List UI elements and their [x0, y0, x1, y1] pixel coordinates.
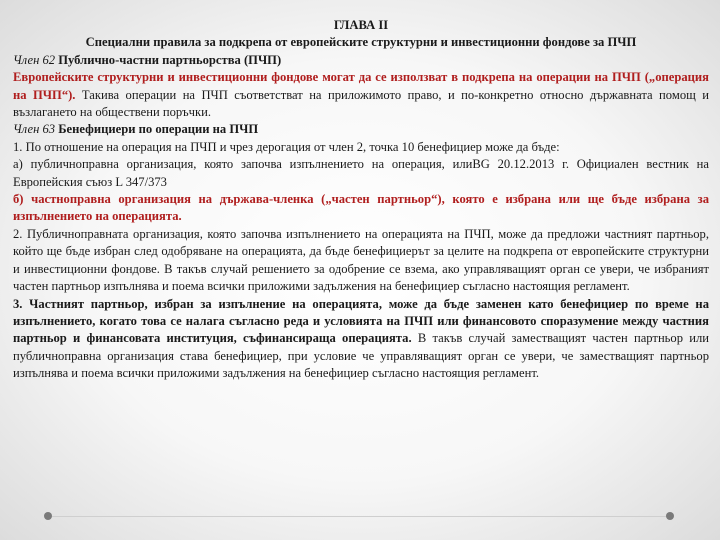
point-3-bold: 3. Частният партньор, избран за изпълнение на операцията, може да бъде заменен като бенефициер по време на изпълнението, когато това се налага съгласно реда и условията на ПЧП или финансовото споразумение между частния партньор и финансовата институция, съфинансираща операцията.	[13, 296, 709, 346]
slide-decoration-dot-left	[44, 512, 52, 520]
slide-footer-line	[52, 516, 670, 517]
slide-decoration-dot-right	[666, 512, 674, 520]
article-63-point-1: 1. По отношение на операция на ПЧП и чрез дерогация от член 2, точка 10 бенефициер може да бъде:	[13, 139, 560, 154]
article-62-label: Член 62	[13, 52, 56, 67]
article-63-title: Бенефициери по операции на ПЧП	[58, 122, 259, 137]
document-body	[13, 17, 709, 383]
chapter-heading: ГЛАВА II	[333, 18, 389, 32]
article-63-label: Член 63	[13, 122, 56, 137]
point-a-text: а) публичноправна организация, която започва изпълнението на операция, или	[13, 157, 473, 172]
article-62-title: Публично-частни партньорства (ПЧП)	[58, 52, 282, 67]
article-62-text: Такива операции на ПЧП съответстват на приложимото право, и по-конкретно относно държавната помощ и възлагането на обществени поръчки.	[13, 87, 709, 120]
article-63-point-b: б) частноправна организация на държава-членка („частен партньор“), която е избрана или ще бъде избрана за изпълнението на операцията.	[13, 192, 709, 224]
official-journal-reference: BG 20.12.2013 г. Официален вестник на Европейския съюз L 347/373	[13, 157, 709, 189]
article-63-point-2: 2. Публичноправната организация, която започва изпълнението на операцията на ПЧП, може да предложи частният партньор, който ще бъде избран след одобряване на операцията, да бъде бенефициерът за целите на подкрепа от европейските структурни и инвестиционни фондове. В такъв случай решението за одобрение се взема, ако управляващият орган се увери, че избраният частен партньор изпълнява и поема всички приложими задължения на бенефициер съгласно настоящия регламент.	[13, 226, 709, 294]
article-62-highlight: Европейските структурни и инвестиционни фондове могат да се използват в подкрепа на операции на ПЧП („операция на ПЧП“).	[13, 70, 709, 102]
article-62-heading	[13, 52, 709, 69]
article-63-heading	[13, 121, 709, 138]
article-62-paragraph	[13, 69, 709, 121]
chapter-title: Специални правила за подкрепа от европейските структурни и инвестиционни фондове за ПЧП	[85, 35, 637, 50]
article-63-point-a	[13, 156, 709, 191]
article-63-point-3	[13, 296, 709, 383]
point-3-text: В такъв случай заместващият частен партньор или публичноправна организация става бенефициер, при условие че управляващият орган се увери, че заместващият партньор изпълнява и поема всички приложими задължения на бенефициер съгласно настоящия регламент.	[13, 331, 710, 381]
